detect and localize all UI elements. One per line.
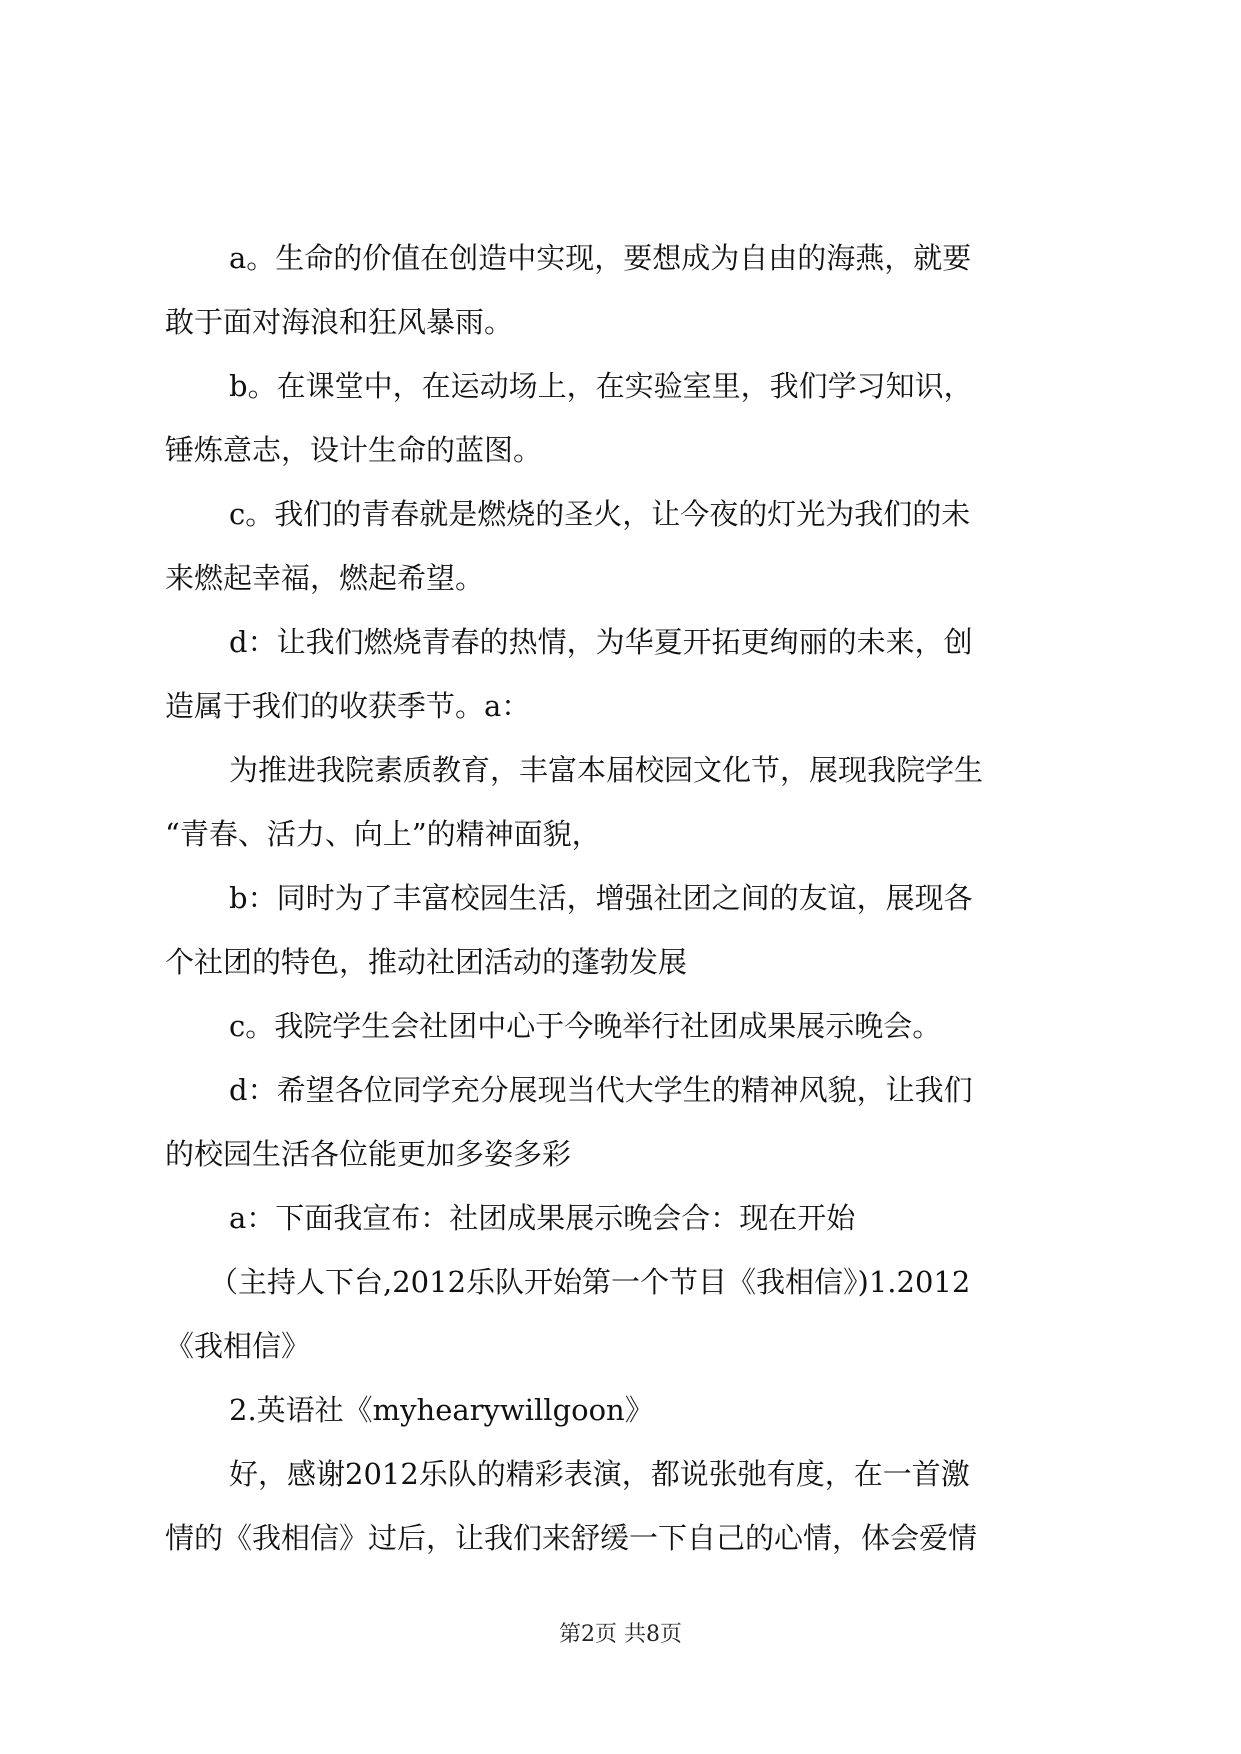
paragraph-10 bbox=[165, 1250, 1085, 1378]
paragraph-line: 好，感谢2012乐队的精彩表演，都说张弛有度，在一首激 bbox=[229, 1457, 970, 1491]
paragraph-line: 《我相信》 bbox=[165, 1329, 311, 1363]
paragraph-8 bbox=[165, 1058, 1085, 1186]
paragraph-line: 的校园生活各位能更加多姿多彩 bbox=[165, 1137, 572, 1171]
paragraph-3 bbox=[165, 482, 1085, 610]
paragraph-line: 个社团的特色，推动社团活动的蓬勃发展 bbox=[165, 945, 688, 979]
paragraph-line: a：下面我宣布：社团成果展示晚会合：现在开始 bbox=[229, 1201, 856, 1235]
paragraph-7 bbox=[165, 994, 1085, 1058]
paragraph-2 bbox=[165, 354, 1085, 482]
paragraph-line: 为推进我院素质教育，丰富本届校园文化节，展现我院学生 bbox=[229, 753, 984, 787]
paragraph-line: b。在课堂中，在运动场上，在实验室里，我们学习知识， bbox=[229, 369, 973, 403]
page-number-footer: 第2页 共8页 bbox=[559, 1622, 682, 1647]
paragraph-line: 造属于我们的收获季节。a： bbox=[165, 689, 531, 723]
paragraph-line: 来燃起幸福，燃起希望。 bbox=[165, 561, 485, 595]
paragraph-line: 锤炼意志，设计生命的蓝图。 bbox=[165, 433, 543, 467]
paragraph-9 bbox=[165, 1186, 1085, 1250]
paragraph-line: 情的《我相信》过后，让我们来舒缓一下自己的心情，体会爱情 bbox=[165, 1521, 978, 1555]
paragraph-line: b：同时为了丰富校园生活，增强社团之间的友谊，展现各 bbox=[229, 881, 973, 915]
paragraph-1 bbox=[165, 226, 1085, 354]
document-body bbox=[165, 226, 1085, 1570]
paragraph-line: 2.英语社《myhearywillgoon》 bbox=[229, 1393, 654, 1427]
paragraph-5 bbox=[165, 738, 1085, 866]
paragraph-line: c。我院学生会社团中心于今晚举行社团成果展示晚会。 bbox=[229, 1009, 942, 1043]
paragraph-line: a。生命的价值在创造中实现，要想成为自由的海燕，就要 bbox=[229, 241, 972, 275]
paragraph-4 bbox=[165, 610, 1085, 738]
paragraph-line: “青春、活力、向上”的精神面貌， bbox=[165, 817, 601, 851]
paragraph-line: 敢于面对海浪和狂风暴雨。 bbox=[165, 305, 514, 339]
paragraph-line: d：希望各位同学充分展现当代大学生的精神风貌，让我们 bbox=[229, 1073, 973, 1107]
paragraph-line: （主持人下台,2012乐队开始第一个节目《我相信》)1.2012 bbox=[209, 1265, 971, 1299]
paragraph-11 bbox=[165, 1378, 1085, 1442]
paragraph-12 bbox=[165, 1442, 1085, 1570]
paragraph-line: d：让我们燃烧青春的热情，为华夏开拓更绚丽的未来，创 bbox=[229, 625, 973, 659]
paragraph-line: c。我们的青春就是燃烧的圣火，让今夜的灯光为我们的未 bbox=[229, 497, 971, 531]
paragraph-6 bbox=[165, 866, 1085, 994]
